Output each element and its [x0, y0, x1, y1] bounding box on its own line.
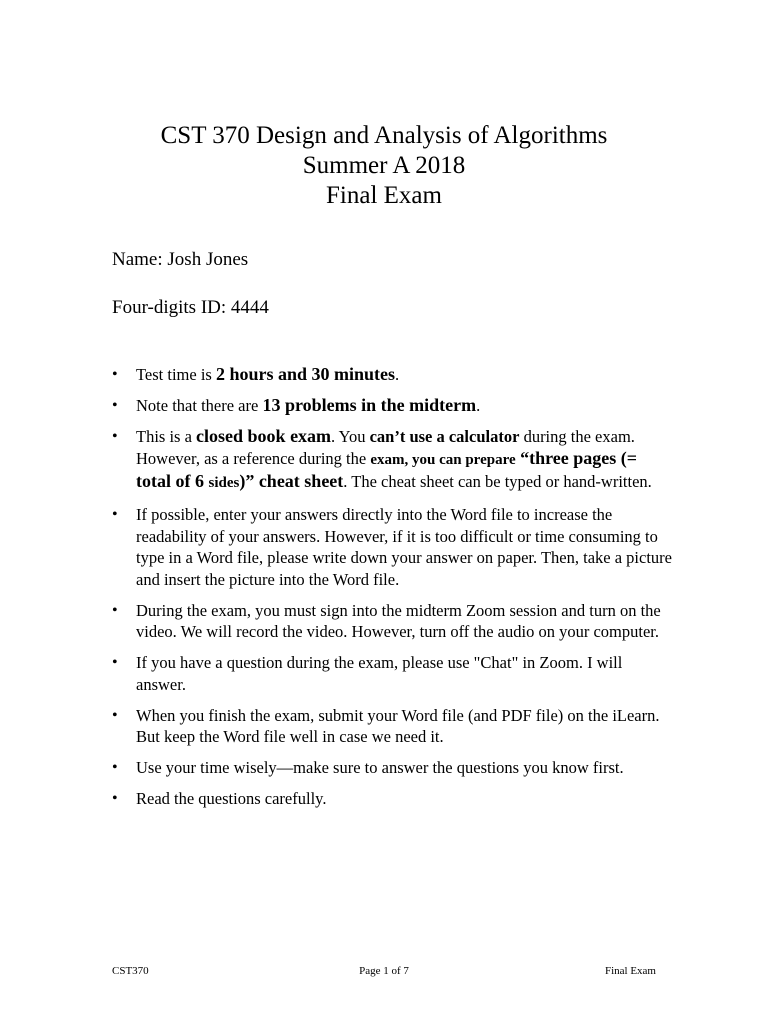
- instruction-item-read-carefully: [112, 788, 672, 810]
- bullet-icon: •: [112, 397, 118, 414]
- instruction-emphasis: can’t use a calculator: [369, 427, 520, 446]
- instruction-emphasis: 2 hours and 30 minutes: [215, 364, 396, 384]
- instruction-item-zoom: [112, 600, 672, 643]
- student-name-field: [112, 249, 248, 271]
- id-label: Four-digits ID:: [112, 297, 227, 318]
- bullet-icon: •: [112, 706, 118, 724]
- student-name-value: Josh Jones: [167, 249, 249, 270]
- instruction-text: Note that there are: [136, 396, 263, 415]
- exam-name: Final Exam: [326, 182, 442, 209]
- instruction-text: . The cheat sheet can be typed or hand-written.: [343, 472, 652, 491]
- bullet-icon: •: [112, 428, 118, 445]
- footer-course: CST370: [112, 965, 149, 977]
- bullet-icon: •: [112, 601, 118, 619]
- name-label: Name:: [112, 249, 163, 270]
- instruction-text: during the exam. However, as a reference during the: [136, 427, 635, 468]
- instruction-text: .: [476, 396, 481, 415]
- instruction-text: When you finish the exam, submit your Word file (and PDF file) on the iLearn. But keep the Word file well in case we need it.: [136, 705, 660, 746]
- instruction-text: This is a: [136, 427, 197, 446]
- bullet-icon: •: [112, 654, 118, 671]
- bullet-icon: •: [112, 506, 118, 523]
- instruction-item-time: [112, 364, 672, 386]
- instruction-text: If you have a question during the exam, please use "Chat" in Zoom. I will answer.: [136, 653, 623, 694]
- instruction-emphasis: closed book exam: [196, 426, 332, 446]
- instruction-emphasis: “three pages (= total of 6: [136, 447, 638, 491]
- course-title: CST 370 Design and Analysis of Algorithms: [160, 122, 608, 149]
- instruction-text: .: [395, 365, 400, 384]
- instruction-item-closed-book: [112, 426, 672, 495]
- footer-page-number: Page 1 of 7: [359, 965, 409, 977]
- instruction-item-submit: [112, 705, 672, 748]
- instruction-text: If possible, enter your answers directly into the Word file to increase the readability of your answers. However, if it is too difficult or time consuming to type in a Word file, please write down your answer on paper. Then, take a picture and insert the picture into the Word file.: [136, 505, 672, 589]
- exam-header: [0, 121, 768, 211]
- instruction-text: Use your time wisely—make sure to answer the questions you know first.: [136, 758, 624, 777]
- instruction-emphasis: exam, you can prepare: [370, 451, 516, 468]
- instruction-item-word-file: [112, 504, 672, 590]
- bullet-icon: •: [112, 790, 118, 807]
- exam-term: Summer A 2018: [302, 152, 466, 179]
- instruction-text: . You: [331, 427, 370, 446]
- bullet-icon: •: [112, 366, 118, 383]
- instruction-text: Read the questions carefully.: [136, 789, 327, 808]
- bullet-icon: •: [112, 759, 118, 776]
- student-id-field: [112, 297, 269, 319]
- instructions-list: [112, 364, 672, 819]
- instruction-item-chat: [112, 652, 672, 695]
- instruction-emphasis: )” cheat sheet: [239, 471, 344, 491]
- instruction-text: During the exam, you must sign into the midterm Zoom session and turn on the video. We will record the video. However, turn off the audio on your computer.: [136, 600, 661, 641]
- student-id-value: 4444: [230, 297, 269, 318]
- footer-exam-name: Final Exam: [604, 965, 656, 977]
- instruction-text: Test time is: [136, 365, 216, 384]
- instruction-emphasis: 13 problems in the midterm: [262, 395, 477, 415]
- instruction-item-problems: [112, 395, 672, 417]
- instruction-item-time-wisely: [112, 757, 672, 779]
- instruction-emphasis: sides: [208, 475, 240, 491]
